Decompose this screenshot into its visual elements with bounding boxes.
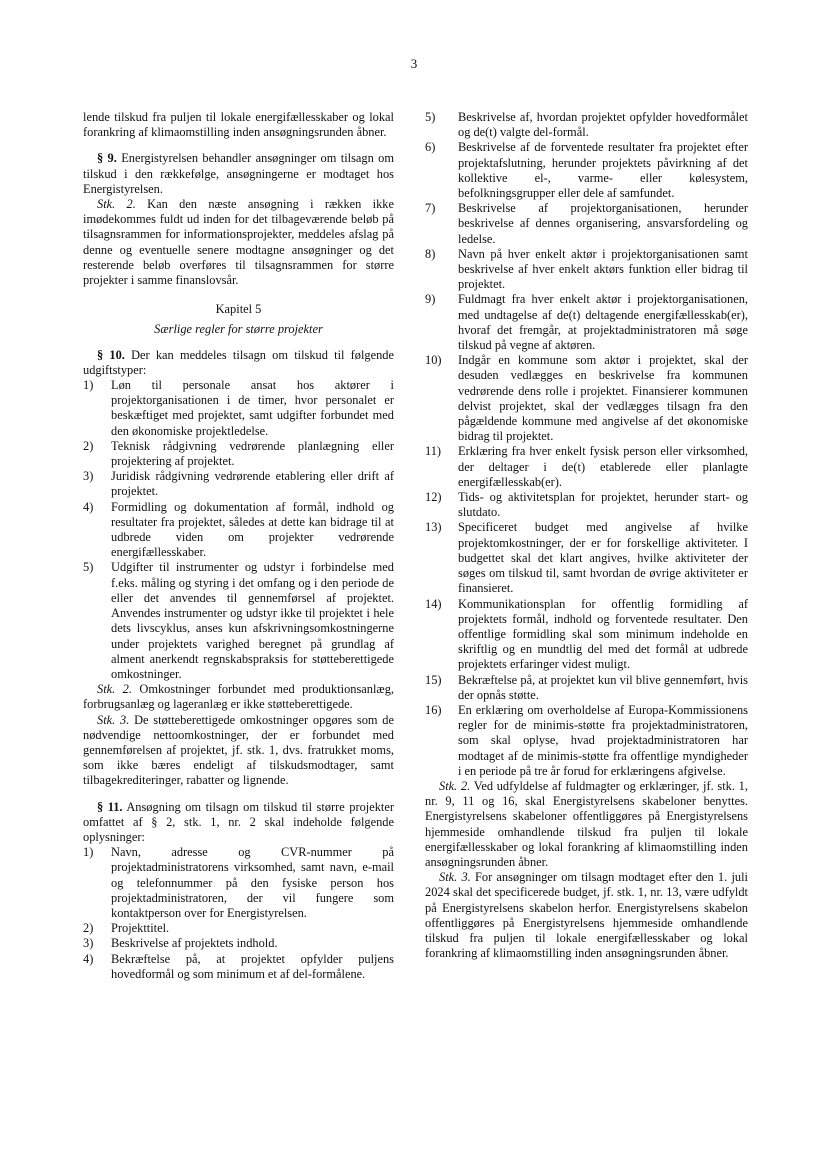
section-9-stk-2 — [83, 197, 394, 288]
list-item — [83, 936, 394, 951]
list-item — [425, 140, 748, 201]
list-item-text: Tids- og aktivitetsplan for projektet, herunder start- og slutdato. — [458, 490, 748, 520]
stk-label: Stk. 2. — [97, 682, 132, 697]
list-item — [425, 110, 748, 140]
section-10 — [83, 348, 394, 378]
list-item — [425, 247, 748, 293]
stk-text: Kan den næste ansøgning i rækken ikke imødekommes fuldt ud inden for det tilbageværende beløb på tilsagnsrammen for informationsprojekter, meddeles afslag på denne og eventuelle senere modtagne ansøgninger og det resterende beløb overføres til tilsagnsrammen for større projekter i samme finanslovsår. — [83, 197, 394, 288]
list-item — [83, 845, 394, 921]
section-9 — [83, 151, 394, 197]
list-item-text: Indgår en kommune som aktør i projektet, skal der desuden vedlægges en beskrivelse fra kommunen vedrørende dens rolle i projektet. Finansierer kommunen delvist projektet, skal der vedlægges tilsagn fra den pågældende kommune med angivelse af det økonomiske bidrag til projektet. — [458, 353, 748, 444]
list-item-number: 15) — [425, 672, 442, 687]
list-item — [83, 378, 394, 439]
list-item — [425, 353, 748, 444]
list-item — [425, 490, 748, 520]
list-item — [83, 560, 394, 682]
stk-label: Stk. 2. — [97, 197, 136, 212]
list-item-number: 4) — [83, 951, 94, 966]
list-item-number: 2) — [83, 921, 94, 936]
list-item-text: Projekttitel. — [111, 921, 170, 936]
list-item-text: Navn, adresse og CVR-nummer på projektadministratorens virksomhed, samt navn, e-mail og telefonnummer på den fysiske person hos projektadministratoren, der vil fungere som kontaktperson over for Energistyrelsen. — [111, 845, 394, 920]
list-item-number: 3) — [83, 469, 94, 484]
list-item-text: Bekræftelse på, at projektet kun vil blive gennemført, hvis der opnås støtte. — [458, 672, 748, 702]
list-item — [425, 520, 748, 596]
left-column — [83, 110, 394, 982]
stk-label: Stk. 3. — [97, 712, 130, 727]
continued-paragraph: lende tilskud fra puljen til lokale energifællesskaber og lokal forankring af klimaomstilling inden ansøgningsrunden åbner. — [83, 110, 394, 140]
section-11-number: § 11. — [97, 799, 123, 814]
section-9-text: Energistyrelsen behandler ansøgninger om tilsagn om tilskud i den rækkefølge, ansøgningerne er modtaget hos Energistyrelsen. — [83, 151, 394, 196]
section-10-number: § 10. — [97, 347, 125, 362]
list-item-number: 10) — [425, 353, 442, 368]
stk-text: For ansøgninger om tilsagn modtaget efter den 1. juli 2024 skal det specificerede budget, jf. stk. 1, nr. 13, være udfyldt på Energistyrelsens skabelon herfor. Energistyrelsens skabelon offentliggøres på Energistyrelsens hjemmeside omhandlende tilskud fra puljen til lokale energifællesskaber og lokal forankring af klimaomstilling inden ansøgningsrunden åbner. — [425, 870, 748, 961]
section-10-text: Der kan meddeles tilsagn om tilskud til følgende udgiftstyper: — [83, 347, 395, 377]
section-11-text: Ansøgning om tilsagn om tilskud til større projekter omfattet af § 2, stk. 1, nr. 2 skal indeholde følgende oplysninger: — [83, 799, 394, 844]
list-item — [425, 444, 748, 490]
list-item — [83, 500, 394, 561]
list-item-number: 7) — [425, 201, 436, 216]
list-item-text: Beskrivelse af projektorganisationen, herunder beskrivelse af dennes organisering, ansvarsfordeling og ledelse. — [458, 201, 748, 246]
list-item — [425, 703, 748, 779]
section-11-stk-2 — [425, 779, 748, 870]
list-item-number: 6) — [425, 140, 436, 155]
stk-label: Stk. 3. — [439, 870, 471, 885]
stk-text: De støtteberettigede omkostninger opgøres som de nødvendige nettoomkostninger, der er forbundet med gennemførelsen af projektet, jf. stk. 1, dvs. fratrukket moms, som ikke bæres endeligt af tilskudsmodtager, samt tilbagekrediteringer, rabatter og lignende. — [83, 712, 394, 788]
section-11 — [83, 800, 394, 846]
list-item-text: Beskrivelse af projektets indhold. — [111, 936, 278, 951]
stk-label: Stk. 2. — [439, 778, 471, 793]
list-item-text: Erklæring fra hver enkelt fysisk person eller virksomhed, der deltager i de(t) etablerede eller planlagte energifællesskab(er). — [458, 444, 748, 489]
section-9-number: § 9. — [97, 151, 117, 166]
list-item-number: 11) — [425, 444, 442, 459]
list-item-number: 1) — [83, 845, 94, 860]
list-item-text: Beskrivelse af, hvordan projektet opfylder hovedformålet og de(t) valgte del-formål. — [458, 110, 748, 140]
list-item — [83, 439, 394, 469]
stk-text: Ved udfyldelse af fuldmagter og erklæringer, jf. stk. 1, nr. 9, 11 og 16, skal Energistyrelsens skabeloner benyttes. Energistyrelsens skabeloner offentliggøres på Energistyrelsens hjemmeside omhandlende tilskud fra puljen til lokale energifællesskaber og lokal forankring af klimaomstilling inden ansøgningsrunden åbner. — [425, 778, 748, 869]
list-item — [425, 201, 748, 247]
list-item-number: 8) — [425, 246, 436, 261]
chapter-heading: Kapitel 5 — [215, 302, 262, 317]
right-column — [425, 110, 748, 961]
list-item-text: En erklæring om overholdelse af Europa-Kommissionens regler for de minimis-støtte fra projektadministratoren, som skal oplyse, hvad projektadministratoren har modtaget af de minimis-støtte fra offentlige myndigheder i en periode på tre år forud for erklæringens afgivelse. — [458, 702, 748, 778]
list-item-text: Bekræftelse på, at projektet opfylder puljens hovedformål og som minimum et af del-formålene. — [111, 951, 394, 981]
stk-text: Omkostninger forbundet med produktionsanlæg, forbrugsanlæg og lageranlæg er ikke støtteberettigede. — [83, 682, 394, 712]
list-item-text: Teknisk rådgivning vedrørende planlægning eller projektering af projektet. — [111, 438, 394, 469]
section-11-stk-3 — [425, 870, 748, 961]
list-item-number: 4) — [83, 499, 94, 514]
list-item-text: Løn til personale ansat hos aktører i projektorganisationen i de timer, hvor personalet er beskæftiget med projektet, samt udgifter forbundet med den økonomiske projektledelse. — [111, 378, 394, 438]
list-item-number: 3) — [83, 936, 94, 951]
list-item — [83, 921, 394, 936]
list-item-number: 5) — [83, 560, 94, 575]
list-item-number: 2) — [83, 438, 94, 453]
list-item — [83, 952, 394, 982]
list-item-text: Udgifter til instrumenter og udstyr i forbindelse med f.eks. måling og styring i det omfang og i den periode de eller det anvendes til gennemførsel af projektet. Anvendes instrumenter og udstyr ikke til projektet i hele dets livscyklus, anses kun afskrivningsomkostningerne under projektets varighed beregnet på grundlag af alment anerkendt regnskabspraksis for støtteberettigede omkostninger. — [111, 560, 394, 681]
list-item-number: 14) — [425, 596, 442, 611]
list-item — [83, 469, 394, 499]
list-item — [425, 673, 748, 703]
list-item-text: Fuldmagt fra hver enkelt aktør i projektorganisationen, med undtagelse af de(t) deltagende energifællesskab(er), hvoraf det fremgår, at projektadministratoren må søge tilskud på vegne af aktøren. — [458, 292, 748, 353]
list-item-text: Formidling og dokumentation af formål, indhold og resultater fra projektet, således at dette kan bidrage til at udbrede viden om projekter vedrørende energifællesskaber. — [111, 499, 394, 560]
section-10-stk-3 — [83, 713, 394, 789]
section-10-stk-2 — [83, 682, 394, 712]
list-item-text: Specificeret budget med angivelse af hvilke projektomkostninger, der er for forskellige aktiviteter. I budgettet skal det klart angives, hvilke aktiviteter der søges om tilskud til, samt hvordan de øvrige aktiviteter er finansieret. — [458, 520, 748, 596]
list-item-text: Navn på hver enkelt aktør i projektorganisationen samt beskrivelse af hver enkelt aktørs funktion eller bidrag til projektet. — [458, 246, 748, 292]
list-item-text: Beskrivelse af de forventede resultater fra projektet efter projektafslutning, herunder projektets påvirkning af det kollektive el-, varme- eller kølesystem, befolkningsgrupper eller dele af samfundet. — [458, 140, 748, 201]
list-item-text: Juridisk rådgivning vedrørende etablering eller drift af projektet. — [111, 469, 394, 499]
list-item-number: 16) — [425, 702, 442, 717]
list-item-number: 5) — [425, 110, 436, 124]
list-item-number: 1) — [83, 378, 94, 393]
list-item — [425, 292, 748, 353]
list-item — [425, 597, 748, 673]
list-item-number: 13) — [425, 520, 442, 535]
list-item-text: Kommunikationsplan for offentlig formidling af projektets formål, indhold og forventede resultater. Den offentlige formidling skal som minimum indeholde en skriftlig og en mundtlig del med det formål at udbrede projektets erfaringer videst muligt. — [458, 596, 748, 672]
chapter-title: Særlige regler for større projekter — [154, 322, 323, 337]
page-number: 3 — [410, 56, 418, 71]
list-item-number: 12) — [425, 490, 442, 505]
list-item-number: 9) — [425, 292, 436, 307]
